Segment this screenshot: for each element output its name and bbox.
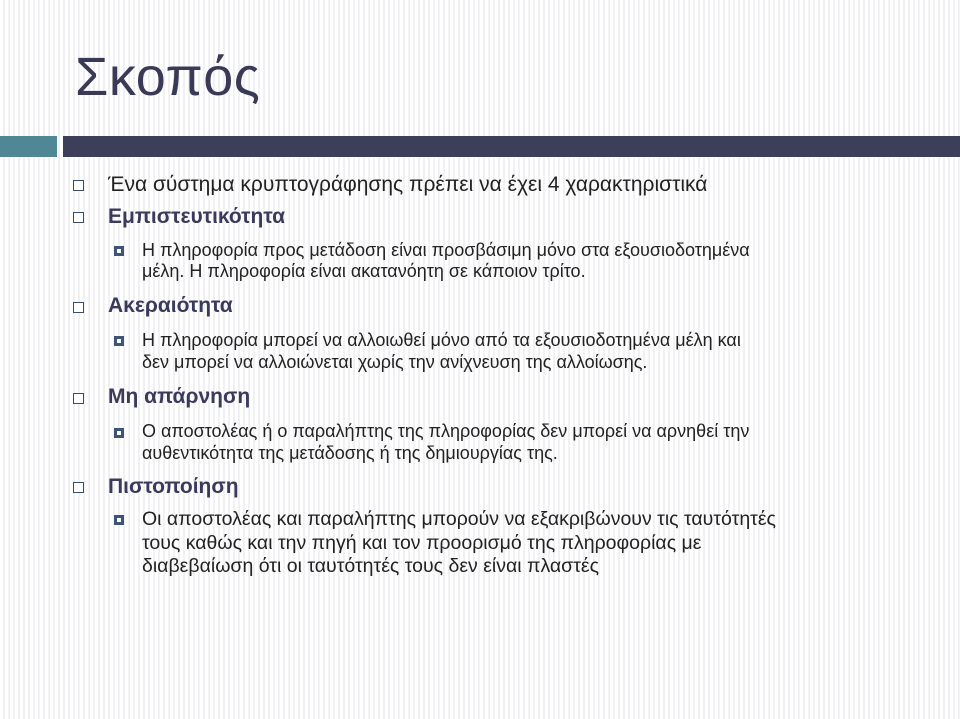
hollow-square-bullet-icon [73,212,84,223]
sub-bullet-line: διαβεβαίωση ότι οι ταυτότητές τους δεν είναι πλαστές [142,555,600,577]
sub-bullet-line: αυθεντικότητα της μετάδοσης ή της δημιουργίας της. [142,443,558,463]
bullet-heading: Ακεραιότητα [108,294,233,317]
bullet-heading: Εμπιστευτικότητα [108,205,286,228]
sub-bullet-line: Ο αποστολέας ή ο παραλήπτης της πληροφορίας δεν μπορεί να αρνηθεί την [142,421,750,441]
sub-bullet-line: δεν μπορεί να αλλοιώνεται χωρίς την ανίχνευση της αλλοίωσης. [142,352,648,372]
filled-square-bullet-icon [114,336,124,346]
hollow-square-bullet-icon [73,393,84,404]
sub-bullet-line: τους καθώς και την πηγή και τον προορισμό της πληροφορίας με [142,532,702,554]
sub-bullet-line: Η πληροφορία μπορεί να αλλοιωθεί μόνο από τα εξουσιοδοτημένα μέλη και [142,330,741,350]
sub-bullet-line: μέλη. Η πληροφορία είναι ακατανόητη σε κάποιον τρίτο. [142,261,586,281]
hollow-square-bullet-icon [73,180,84,191]
bullet-heading: Πιστοποίηση [108,475,239,498]
slide-title: Σκοπός [75,47,261,107]
sub-bullet-line: Οι αποστολέας και παραλήπτης μπορούν να εξακριβώνουν τις ταυτότητές [142,508,776,530]
hollow-square-bullet-icon [73,482,84,493]
sub-bullet-line: Η πληροφορία προς μετάδοση είναι προσβάσιμη μόνο στα εξουσιοδοτημένα [142,240,750,260]
bullet-heading: Μη απάρνηση [108,385,251,408]
bullet-text: Ένα σύστημα κρυπτογράφησης πρέπει να έχει 4 χαρακτηριστικά [108,173,708,196]
filled-square-bullet-icon [114,428,124,438]
filled-square-bullet-icon [114,515,124,525]
filled-square-bullet-icon [114,246,124,256]
hollow-square-bullet-icon [73,302,84,313]
